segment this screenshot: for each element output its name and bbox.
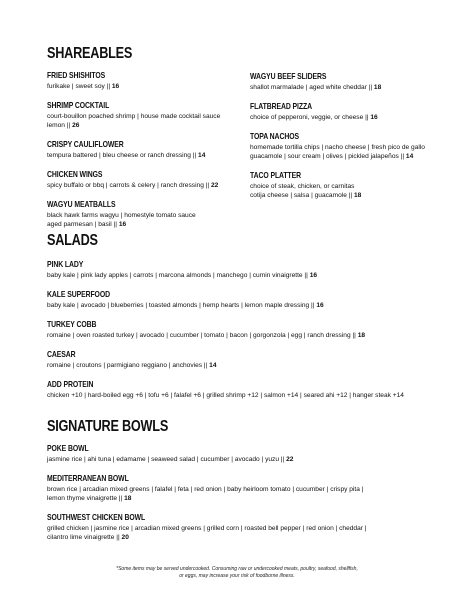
menu-item-name: FRIED SHISHITOS <box>47 70 106 80</box>
menu-item <box>47 100 257 130</box>
menu-item-name: SOUTHWEST CHICKEN BOWL <box>47 512 146 522</box>
menu-item-price: 20 <box>121 534 129 541</box>
menu-item-description <box>47 361 457 370</box>
menu-item-description <box>250 113 460 122</box>
menu-item-name: CRISPY CAULIFLOWER <box>47 139 124 149</box>
menu-item <box>250 131 460 161</box>
menu-item-description-text: choice of steak, chicken, or carnitas cotija cheese | salsa | guacamole || <box>250 183 355 199</box>
menu-item-price: 18 <box>373 84 382 91</box>
menu-item-description-text: romaine | croutons | parmigiano reggiano | anchovies || <box>47 362 208 369</box>
menu-item-price: 16 <box>309 272 318 279</box>
menu-item <box>47 139 257 160</box>
menu-item <box>47 259 457 280</box>
menu-item-description <box>47 151 257 160</box>
menu-item-name: WAGYU MEATBALLS <box>47 199 116 209</box>
menu-item-price: 18 <box>354 192 362 199</box>
menu-item-price: 22 <box>286 456 294 463</box>
menu-item <box>250 170 460 200</box>
menu-item-description <box>47 391 457 400</box>
menu-item <box>47 443 457 464</box>
menu-item-name: WAGYU BEEF SLIDERS <box>250 71 327 81</box>
menu-item-price: 16 <box>118 221 127 228</box>
footnote: *Some items may be served undercooked. Consuming raw or undercooked meats, poultry, seafood, shellfish, or eggs, may increase your risk of foodborne illness. <box>116 566 358 579</box>
menu-item-description <box>47 524 457 542</box>
menu-item-name: TURKEY COBB <box>47 319 97 329</box>
salads-column <box>47 259 457 409</box>
menu-item-description-text: baby kale | pink lady apples | carrots | marcona almonds | manchego | cumin vinaigrette || <box>47 272 308 279</box>
menu-item-name: KALE SUPERFOOD <box>47 289 110 299</box>
bowls-column <box>47 443 457 551</box>
menu-item <box>47 169 257 190</box>
menu-item <box>47 199 257 229</box>
menu-item-description-text: chicken +10 | hard-boiled egg +6 | tofu +6 | falafel +6 | grilled shrimp +12 | salmon +14 | seared ahi +12 | hanger steak +14 <box>47 392 404 399</box>
menu-item <box>47 473 457 503</box>
menu-item-price: 18 <box>124 495 132 502</box>
menu-item-description-text: tempura battered | bleu cheese or ranch dressing || <box>47 152 197 159</box>
menu-item-name: FLATBREAD PIZZA <box>250 101 312 111</box>
menu-item-price: 22 <box>210 182 219 189</box>
menu-item-price: 18 <box>357 332 366 339</box>
menu-item-description-text: homemade tortilla chips | nacho cheese | fresh pico de gallo guacamole | sour cream | olives | pickled jalapeños || <box>250 144 425 160</box>
menu-item-description-text: shallot marmalade | aged white cheddar || <box>250 84 373 91</box>
menu-item-description <box>47 271 457 280</box>
menu-item-price: 26 <box>72 122 80 129</box>
menu-item-price: 16 <box>111 83 120 90</box>
menu-item-description <box>47 301 457 310</box>
menu-item-price: 14 <box>209 362 217 369</box>
menu-item <box>47 319 457 340</box>
menu-item-description-text: spicy buffalo or bbq | carrots & celery | ranch dressing || <box>47 182 210 189</box>
menu-item-name: PINK LADY <box>47 259 84 269</box>
menu-item-description <box>47 82 257 91</box>
menu-item-price: 14 <box>198 152 206 159</box>
menu-item-name: TOPA NACHOS <box>250 131 299 141</box>
menu-item <box>250 101 460 122</box>
menu-item-name: TACO PLATTER <box>250 170 302 180</box>
menu-item-name: SHRIMP COCKTAIL <box>47 100 110 110</box>
shareables-right-column <box>250 71 460 209</box>
menu-item-description-text: baby kale | avocado | blueberries | toasted almonds | hemp hearts | lemon maple dressing || <box>47 302 315 309</box>
menu-item-description-text: black hawk farms wagyu | homestyle tomato sauce aged parmesan | basil || <box>47 212 196 228</box>
menu-item-description <box>47 331 457 340</box>
menu-item-price: 16 <box>316 302 324 309</box>
menu-item-price: 14 <box>405 153 414 160</box>
menu-item <box>47 70 257 91</box>
menu-item-name: ADD PROTEIN <box>47 379 94 389</box>
section-title-shareables: SHAREABLES <box>47 45 133 62</box>
menu-item-price: 16 <box>370 114 378 121</box>
menu-item-description-text: court-bouillon poached shrimp | house made cocktail sauce lemon || <box>47 113 221 129</box>
section-title-salads: SALADS <box>47 232 98 249</box>
menu-item <box>47 512 457 542</box>
menu-item <box>47 349 457 370</box>
menu-item-description <box>47 181 257 190</box>
menu-item-name: MEDITERRANEAN BOWL <box>47 473 129 483</box>
shareables-left-column <box>47 70 257 238</box>
menu-item-description <box>47 211 257 229</box>
menu-item-description-text: romaine | oven roasted turkey | avocado | cucumber | tomato | bacon | gorgonzola | egg | ranch dressing || <box>47 332 356 339</box>
menu-item <box>47 289 457 310</box>
menu-item-description-text: grilled chicken | jasmine rice | arcadian mixed greens | grilled corn | roasted bell pepper | red onion | cheddar | cilantro lime vinaigrette || <box>47 525 367 541</box>
menu-item-description <box>250 143 460 161</box>
menu-item-description-text: brown rice | arcadian mixed greens | falafel | feta | red onion | baby heirloom tomato | cucumber | crispy pita | lemon thyme vinaigrette || <box>47 486 364 502</box>
menu-item-description <box>250 83 460 92</box>
section-title-signature-bowls: SIGNATURE BOWLS <box>47 418 169 435</box>
menu-item-name: CHICKEN WINGS <box>47 169 103 179</box>
menu-item-description <box>47 455 457 464</box>
menu-item <box>47 379 457 400</box>
menu-item-description <box>250 182 460 200</box>
menu-item-description-text: jasmine rice | ahi tuna | edamame | seaweed salad | cucumber | avocado | yuzu || <box>47 456 285 463</box>
menu-item-description <box>47 112 257 130</box>
menu-item-description <box>47 485 457 503</box>
menu-item-description-text: choice of pepperoni, veggie, or cheese || <box>250 114 369 121</box>
menu-item-name: POKE BOWL <box>47 443 89 453</box>
menu-item-name: CAESAR <box>47 349 76 359</box>
menu-item-description-text: furikake | sweet soy || <box>47 83 111 90</box>
menu-item <box>250 71 460 92</box>
